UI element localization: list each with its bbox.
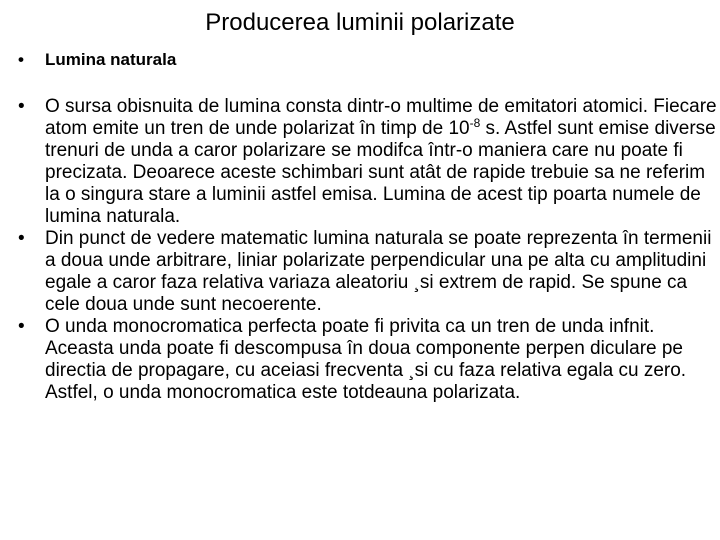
subheading-text: Lumina naturala <box>45 50 177 69</box>
paragraph-text: s. Astfel sunt emise diverse trenuri de unda a caror polarizare se modifca într-o maniera care nu poate fi precizata. Deoarece aceste schimbari sunt atât de rapide trebuie sa ne referim la o singura stare a luminii astfel emisa. Lumina de acest tip poarta numele de lumina naturala. <box>45 118 716 227</box>
list-item <box>18 316 718 404</box>
bullet-icon: • <box>18 96 25 117</box>
subheading <box>18 49 176 71</box>
paragraph-text: Din punct de vedere matematic lumina naturala se poate reprezenta în termenii a doua unde arbitrare, liniar polarizate perpendicular una pe alta cu amplitudini egale a caror faza relativa variaza aleatoriu ¸si extrem de rapid. Se spune ca cele doua unde sunt necoerente. <box>45 228 712 315</box>
bullet-icon: • <box>18 50 24 69</box>
bullet-icon: • <box>18 228 25 249</box>
bullet-list <box>18 96 718 404</box>
paragraph-text: O sursa obisnuita de lumina consta dintr-o multime de emitatori atomici. Fiecare atom emite un tren de unde polarizat în timp de 10 <box>45 96 717 139</box>
list-item <box>18 228 718 316</box>
paragraph-text: O unda monocromatica perfecta poate fi privita ca un tren de unda infnit. Aceasta unda poate fi descompusa în doua componente perpen diculare pe directia de propagare, cu aceiasi frecventa ¸si cu faza relativa egala cu zero. Astfel, o unda monocromatica este totdeauna polarizata. <box>45 316 687 403</box>
bullet-icon: • <box>18 316 25 337</box>
list-item <box>18 96 718 228</box>
exponent: -8 <box>469 116 481 130</box>
slide-title: Producerea luminii polarizate <box>205 9 515 36</box>
